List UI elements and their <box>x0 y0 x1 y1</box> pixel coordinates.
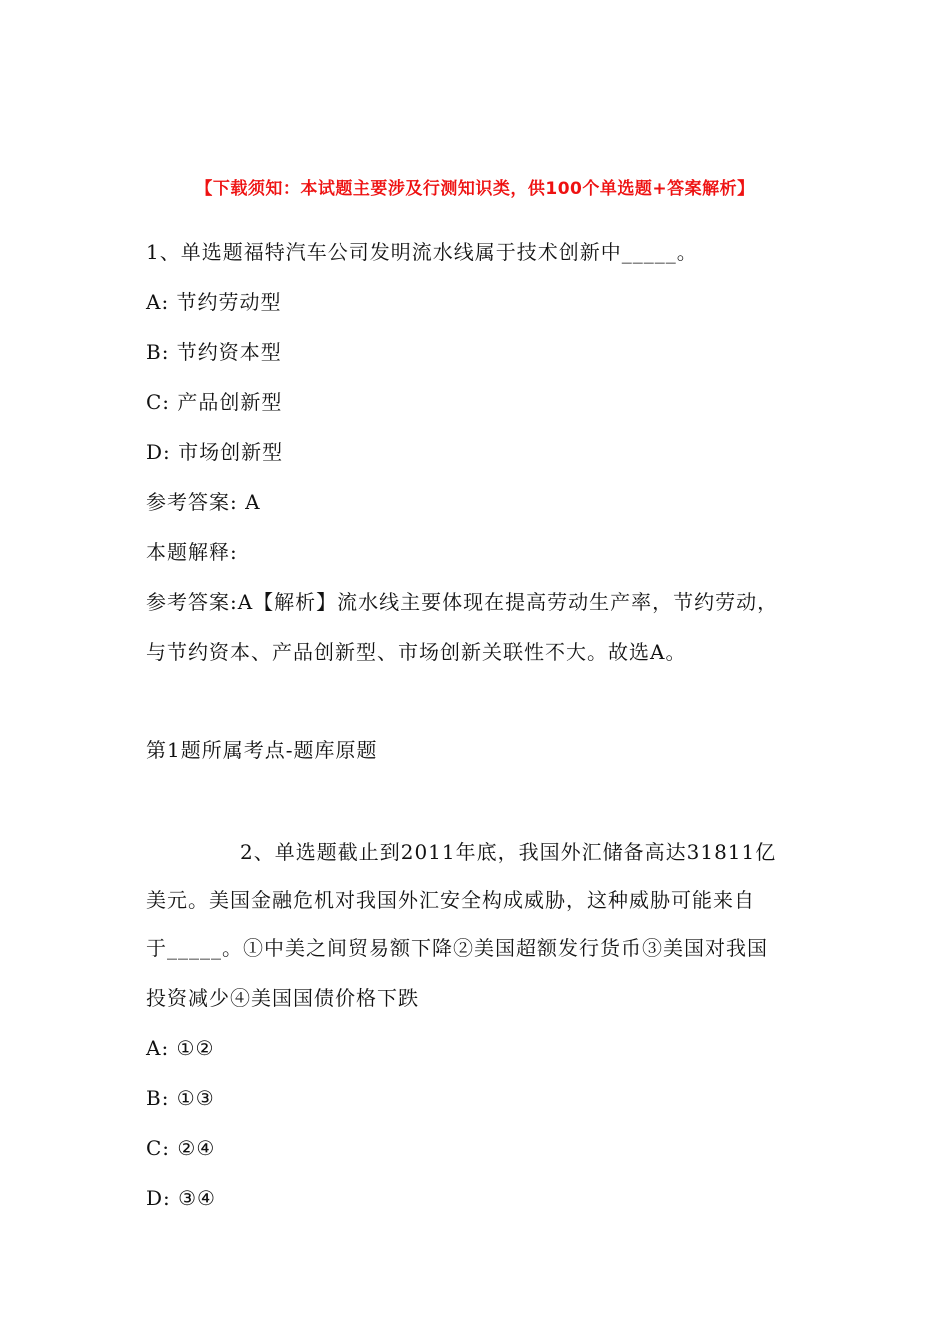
question-2-option-c: C: ②④ <box>146 1136 216 1160</box>
question-1-option-b: B: 节约资本型 <box>146 340 282 364</box>
question-2-option-d: D: ③④ <box>146 1186 216 1210</box>
question-2-stem-line-1: 2、单选题截止到2011年底，我国外汇储备高达31811亿 <box>240 840 777 864</box>
question-2-stem-line-4: 投资减少④美国国债价格下跌 <box>146 986 419 1010</box>
question-1-answer: 参考答案: A <box>146 490 261 514</box>
question-1-stem: 1、单选题福特汽车公司发明流水线属于技术创新中_____。 <box>146 240 698 264</box>
question-1-explain-line-1: 参考答案:A【解析】流水线主要体现在提高劳动生产率，节约劳动， <box>146 590 779 614</box>
question-2-stem-line-2: 美元。美国金融危机对我国外汇安全构成威胁，这种威胁可能来自 <box>146 888 755 912</box>
question-2-stem-line-3: 于_____。①中美之间贸易额下降②美国超额发行货币③美国对我国 <box>146 936 768 960</box>
question-1-explain-line-2: 与节约资本、产品创新型、市场创新关联性不大。故选A。 <box>146 640 687 664</box>
question-1-option-a: A: 节约劳动型 <box>146 290 282 314</box>
download-notice: 【下载须知：本试题主要涉及行测知识类，供100个单选题+答案解析】 <box>195 179 755 199</box>
question-1-point: 第1题所属考点-题库原题 <box>146 738 378 762</box>
question-2-option-a: A: ①② <box>146 1036 215 1060</box>
question-1-option-d: D: 市场创新型 <box>146 440 284 464</box>
question-2-option-b: B: ①③ <box>146 1086 215 1110</box>
question-1-explain-title: 本题解释: <box>146 540 238 564</box>
question-1-option-c: C: 产品创新型 <box>146 390 283 414</box>
